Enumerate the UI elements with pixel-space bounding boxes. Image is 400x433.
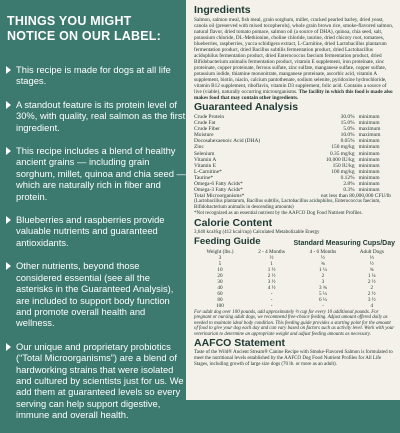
analysis-value: 0.12% [340, 174, 355, 181]
bullet-item [0, 260, 186, 328]
feeding-guide-table [194, 249, 395, 309]
analysis-value: 0.05% [340, 138, 355, 145]
analysis-name: Selenium [194, 150, 215, 157]
feeding-cell: ⅓ [369, 254, 374, 261]
analysis-name: L-Carnitine* [194, 168, 222, 175]
bullet-text: This recipe includes a blend of healthy ancient grains — including grain sorghum, millet, quinoa and chia seed — which are naturally rich in fiber and protein. [16, 145, 186, 202]
feeding-col-header: Weight (lbs.) [206, 248, 234, 255]
arrow-bullet-icon [6, 101, 11, 109]
analysis-name: Omega-3 Fatty Acids* [194, 187, 243, 194]
feeding-col-header: 4 - 6 Months [309, 248, 337, 255]
bullet-text: A standout feature is its protein level of 30%, with quality, real salmon as the first ingredient. [16, 98, 186, 133]
bullet-text: This recipe is made for dogs at all life stages. [16, 64, 171, 87]
guaranteed-analysis-table [194, 114, 395, 193]
analysis-unit: minimum [358, 114, 380, 120]
feeding-row [194, 303, 395, 309]
analysis-value: 150 IU/kg [332, 162, 355, 169]
arrow-bullet-icon [6, 147, 11, 155]
feeding-cell: 4 ½ [267, 284, 276, 291]
analysis-name: Docosahexaenoic Acid (DHA) [194, 138, 261, 145]
analysis-name: Vitamin A [194, 156, 217, 163]
feeding-cell: 10 [217, 266, 223, 273]
left-panel [0, 0, 186, 421]
feeding-cell: ¾ [320, 260, 325, 267]
analysis-unit: minimum [358, 181, 380, 188]
feeding-cell: 5 ¼ [319, 290, 327, 297]
feeding-cell: 2 ½ [267, 272, 276, 279]
feeding-cell: 1 ¼ [367, 272, 376, 279]
calorie-title: Calorie Content [194, 216, 273, 229]
analysis-name: Moisture [194, 132, 214, 139]
analysis-value: 10,000 IU/kg [325, 156, 355, 163]
aafco-title: AAFCO Statement [194, 337, 286, 350]
analysis-unit: minimum [358, 168, 380, 175]
analysis-unit: maximum [358, 126, 381, 133]
analysis-value: 5.0% [343, 126, 355, 133]
analysis-value: 150 mg/kg [331, 144, 355, 151]
bullet-item [0, 64, 186, 87]
feeding-cell: 2 [370, 284, 374, 291]
analysis-name: Omega-6 Fatty Acids* [194, 181, 243, 188]
analysis-unit: maximum [358, 132, 381, 139]
calorie-text: 3,640 kcal/kg (412 kcal/cup) Calculated Metabolizable Energy [194, 229, 320, 235]
feeding-cell: 20 [217, 272, 223, 279]
ingredients-title: Ingredients [194, 4, 251, 16]
analysis-name: Crude Protein [194, 114, 225, 120]
bullet-text: Other nutrients, beyond those considered essential (see all the asterisks in the Guaranteed Analysis), are included to support body function and promote overall health and wellness. [16, 260, 174, 329]
arrow-bullet-icon [6, 66, 11, 74]
feeding-cell: ½ [320, 254, 325, 261]
analysis-value: 2.8% [343, 181, 355, 188]
facility-note: The facility in which this food is made also makes food that may contain other ingredients. [194, 89, 393, 101]
analysis-unit: minimum [358, 187, 380, 194]
feeding-guide-title: Feeding Guide [194, 235, 261, 247]
feeding-cell: ½ [269, 254, 274, 261]
feeding-cell: 80 [217, 296, 223, 303]
analysis-unit: minimum [358, 156, 380, 163]
feeding-col-header: 2 - 4 Months [258, 248, 285, 255]
analysis-name: Crude Fiber [194, 126, 220, 133]
bullet-item [0, 145, 186, 202]
arrow-bullet-icon [6, 262, 11, 270]
analysis-name: Vitamin E [194, 162, 216, 169]
feeding-cell: - [322, 302, 324, 309]
asterisk-note: *Not recognized as an essential nutrient by the AAFCO Dog Food Nutrient Profiles. [194, 210, 363, 216]
bullet-text: Our unique and proprietary probiotics (“Total Microorganisms”) are a blend of hardworking strains that were isolated and cultured by scientists just for us. We add them at guaranteed levels so every serving can help support digestive, immune and overall health. [16, 340, 184, 421]
feeding-cell: 2 ½ [367, 290, 376, 297]
feeding-cell: 6 ¼ [319, 296, 327, 303]
microorganisms-label: Total Microorganisms* [194, 193, 245, 200]
feeding-cell: ½ [369, 260, 374, 267]
analysis-unit: minimum [358, 162, 380, 169]
ingredients-text [194, 17, 395, 101]
analysis-unit: minimum [358, 150, 380, 157]
feeding-cell: 3 [321, 278, 325, 285]
feeding-cell: 100 [216, 302, 224, 309]
analysis-name: Crude Fat [194, 120, 216, 127]
feeding-cell: 3 ¾ [319, 284, 327, 291]
feeding-cell: 2 [321, 272, 325, 279]
feeding-guide-subtitle: Standard Measuring Cups/Day [293, 239, 395, 247]
feeding-cell: 3 ½ [367, 296, 376, 303]
feeding-cell: 1 ¼ [319, 266, 327, 273]
label-panel [186, 0, 400, 400]
aafco-text: Taste of the Wild® Ancient Stream® Canine Recipe with Smoke-Flavored Salmon is formulated to meet the nutritional levels established by the AAFCO Dog Food Nutrient Profiles for All Life Stages, including growth of large size dogs (70 lb. or more as an adult). [194, 350, 393, 368]
analysis-value: 0.3% [343, 187, 355, 194]
feeding-guide-header [194, 237, 395, 249]
analysis-unit: minimum [358, 174, 380, 181]
bullet-item [0, 99, 186, 133]
bullet-item [0, 214, 186, 248]
feeding-cell: 30 [217, 278, 223, 285]
analysis-unit: minimum [358, 120, 380, 127]
ingredients-note: Contains a source of live (viable), naturally occurring microorganisms. [194, 83, 387, 95]
arrow-bullet-icon [6, 343, 11, 351]
feeding-cell: 60 [217, 290, 223, 297]
feeding-col-header: Adult Dogs [359, 248, 384, 255]
feeding-cell: - [270, 302, 273, 309]
feeding-cell: 5 [218, 260, 222, 267]
feeding-cell: 2 ½ [367, 278, 376, 285]
feeding-note: For adult dog over 100 pounds, add approximately ⅓ cup for every 10 additional pounds. For pregnant or nursing adult dogs, we recommend free-choice feeding. Adjust amount offered daily as needed to maintain ideal body condition. This feeding guide provides a starting point for the amount of food to give your dog each day and can vary based on factors such as activity level. Work with your veterinarian to determine an appropriate weight and adjust feeding amounts as necessary. [194, 309, 395, 337]
feeding-cell: 3 ½ [267, 278, 276, 285]
analysis-unit: minimum [358, 144, 380, 151]
left-heading: THINGS YOU MIGHT NOTICE ON OUR LABEL: [7, 14, 161, 43]
analysis-value: 10.0% [340, 132, 355, 139]
microorganisms-value: not less than 80,000,000 CFU/lb [320, 193, 391, 200]
guaranteed-analysis-title: Guaranteed Analysis [194, 101, 299, 113]
analysis-name: Taurine* [194, 174, 214, 181]
feeding-cell: ¾ [369, 266, 374, 273]
analysis-value: 15.0% [340, 120, 355, 127]
bullet-text: Blueberries and raspberries provide valuable nutrients and guaranteed antioxidants. [16, 214, 165, 248]
feeding-cell: - [270, 296, 273, 303]
feeding-cell: - [270, 290, 273, 297]
analysis-unit: minimum [358, 138, 380, 145]
bullet-list [0, 64, 186, 433]
feeding-cell: 1 [270, 260, 273, 267]
feeding-cell: 40 [217, 284, 223, 291]
bullet-item [0, 341, 186, 421]
feeding-cell: 1 ½ [267, 266, 276, 273]
ingredients-list: Salmon, salmon meal, fish meal, grain sorghum, millet, cracked pearled barley, dried yeast, canola oil (preserved with mixed tocopherols), whole grain brown rice, smoke-flavored salmon, natural flavor, dried tomato pomace, salmon oil (a source of DHA), quinoa, chia seed, salt, potassium chloride, DL-Methionine, choline chloride, taurine, dried chicory root, tomatoes, blueberries, raspberries, yucca schidigera extract, L-Carnitine, dried Lactobacillus plantarum fermentation product, dried Bacillus subtilis fermentation product, dried Lactobacillus acidophilus fermentation product, dried Enterococcus faecium fermentation product, dried Bifidobacterium animalis fermentation product, vitamin E supplement, iron proteinate, zinc proteinate, copper proteinate, ferrous sulfate, zinc sulfate, manganese sulfate, copper sulfate, potassium iodide, thiamine mononitrate, manganese proteinate, ascorbic acid, vitamin A supplement, biotin, niacin, calcium pantothenate, sodium selenite, pyridoxine hydrochloride, vitamin B12 supplement, riboflavin, vitamin D3 supplement, folic acid. [194, 17, 394, 89]
analysis-value: 100 mg/kg [331, 168, 355, 175]
feeding-cell: 4 [370, 302, 374, 309]
analysis-value: 30.0% [340, 114, 355, 120]
analysis-name: Zinc [194, 144, 204, 151]
arrow-bullet-icon [6, 216, 11, 224]
feeding-cell: 3 [218, 254, 222, 261]
analysis-value: 0.35 mg/kg [330, 150, 355, 157]
microorganisms-strains: (Lactobacillus plantarum, Bacillus subtilis, Lactobacillus acidophilus, Enterococcus faecium, Bifidobacterium animalis in descending amounts) [194, 199, 381, 211]
